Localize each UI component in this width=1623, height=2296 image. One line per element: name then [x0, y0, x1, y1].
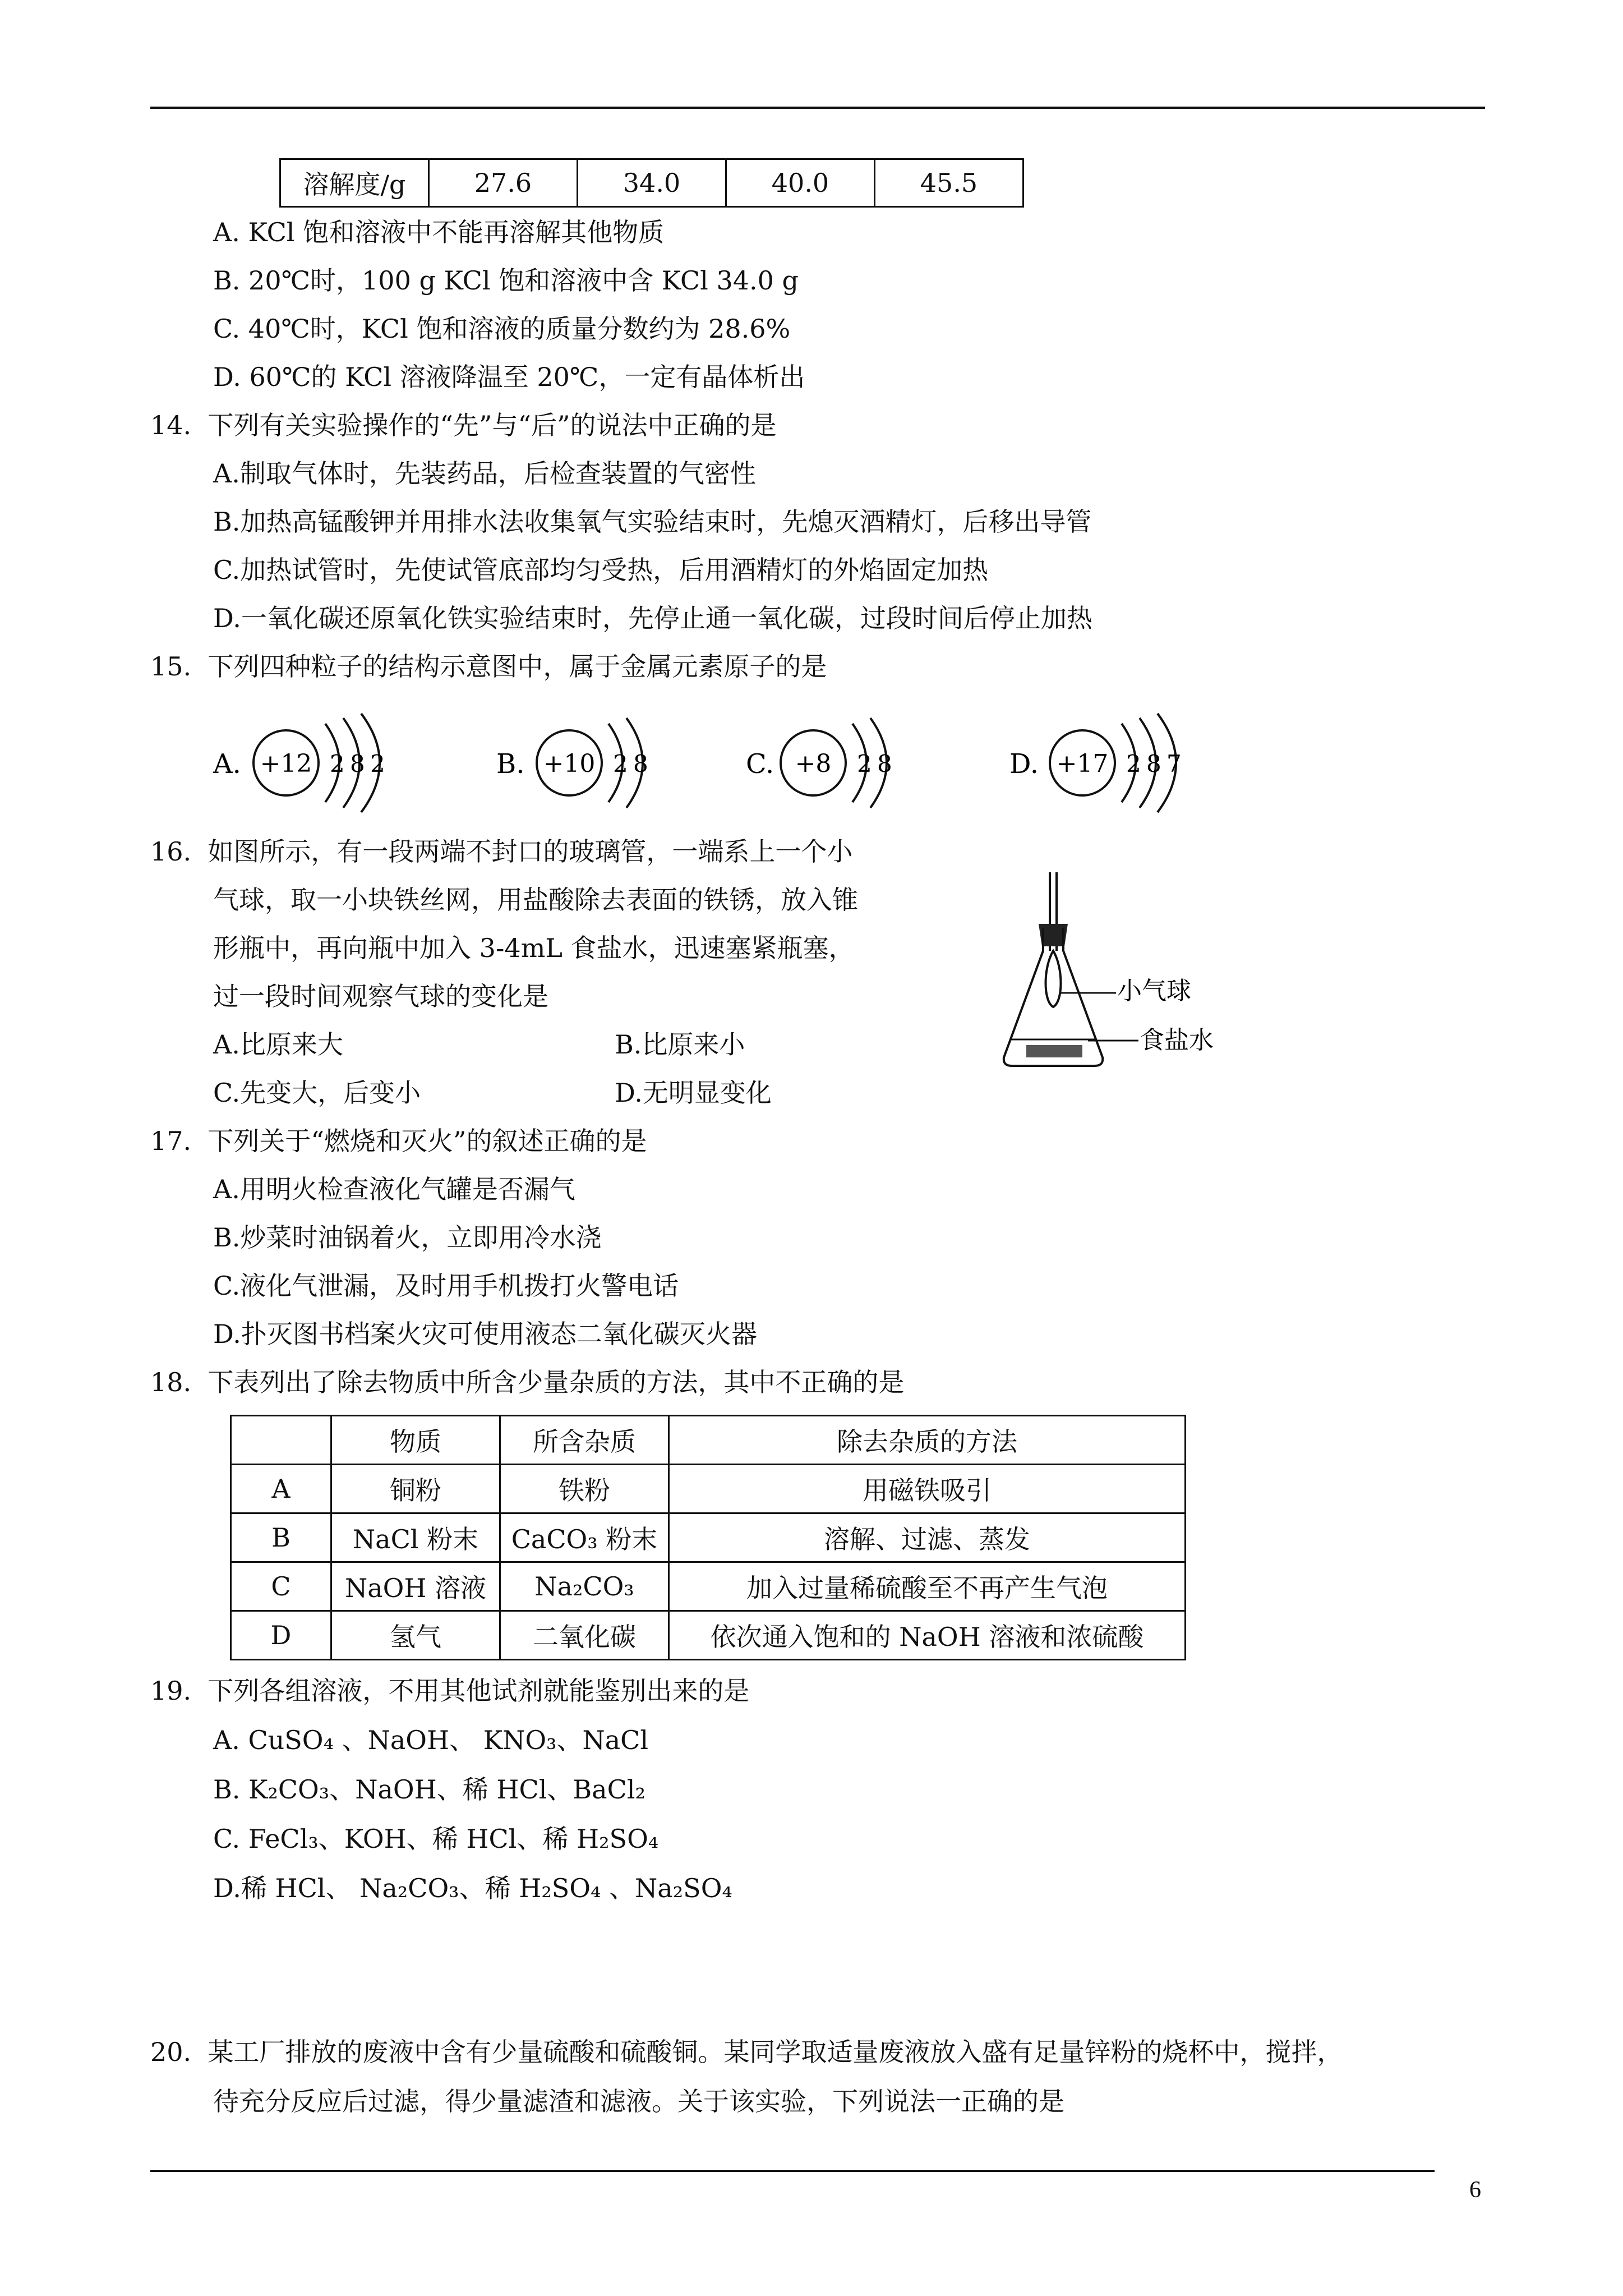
q16-stem-line: 过一段时间观察气球的变化是 [213, 981, 548, 1011]
table-cell: 氢气 [331, 1611, 500, 1660]
atom-option-label: C. [746, 748, 774, 780]
table-cell: 加入过量稀硫酸至不再产生气泡 [669, 1562, 1186, 1611]
question-text: 某工厂排放的废液中含有少量硫酸和硫酸铜。某同学取适量废液放入盛有足量锌粉的烧杯中，搅拌， [208, 2037, 1343, 2067]
q13-option-a: A. KCl 饱和溶液中不能再溶解其他物质 [213, 217, 665, 247]
footer-rule [150, 2170, 1435, 2172]
q16-stem-line: 气球，取一小块铁丝网，用盐酸除去表面的铁锈，放入锥 [213, 885, 858, 915]
question-number: 15. [150, 651, 192, 682]
table-header-row [231, 1416, 1186, 1465]
question-number: 18. [150, 1367, 192, 1397]
solubility-cell: 34.0 [578, 159, 726, 207]
table-cell: NaOH 溶液 [331, 1562, 500, 1611]
q20-stem [150, 2035, 1343, 2069]
impurity-removal-table [230, 1415, 1186, 1660]
table-cell: 用磁铁吸引 [669, 1465, 1186, 1513]
table-cell: 铁粉 [500, 1465, 669, 1513]
table-cell: A [231, 1465, 331, 1513]
shell-electrons: 2 [370, 750, 385, 777]
question-text: 如图所示，有一段两端不封口的玻璃管，一端系上一个小 [208, 836, 853, 867]
table-cell: 二氧化碳 [500, 1611, 669, 1660]
question-text: 下表列出了除去物质中所含少量杂质的方法，其中不正确的是 [208, 1367, 905, 1397]
atom-diagram-a [213, 707, 449, 813]
q17-option-a: A.用明火检查液化气罐是否漏气 [213, 1174, 575, 1204]
table-header-cell: 除去杂质的方法 [669, 1416, 1186, 1465]
flask-apparatus-figure [998, 872, 1267, 1097]
page-number: 6 [1469, 2177, 1481, 2203]
header-rule [150, 107, 1485, 109]
table-header-cell: 所含杂质 [500, 1416, 669, 1465]
table-cell: B [231, 1513, 331, 1562]
q19-option-a: A. CuSO₄ 、NaOH、 KNO₃、NaCl [213, 1725, 649, 1755]
shell-electrons: 2 [613, 750, 628, 777]
q14-option-c: C.加热试管时，先使试管底部均匀受热，后用酒精灯的外焰固定加热 [213, 555, 989, 585]
table-row [231, 1465, 1186, 1513]
q17-option-c: C.液化气泄漏，及时用手机拨打火警电话 [213, 1271, 679, 1301]
q13-option-d: D. 60℃的 KCl 溶液降温至 20℃，一定有晶体析出 [213, 362, 805, 392]
q15-stem [150, 650, 827, 683]
question-number: 17. [150, 1126, 192, 1156]
q19-stem [150, 1674, 749, 1708]
question-number: 14. [150, 410, 192, 440]
q18-stem [150, 1365, 904, 1399]
q16-stem [150, 835, 852, 868]
nucleus-charge: +10 [543, 749, 596, 778]
question-text: 下列关于“燃烧和灭火”的叙述正确的是 [208, 1126, 647, 1156]
q16-option-b: B.比原来小 [615, 1029, 745, 1060]
shell-electrons: 2 [857, 750, 872, 777]
nucleus-charge: +8 [795, 749, 832, 778]
question-text: 下列各组溶液，不用其他试剂就能鉴别出来的是 [208, 1676, 750, 1706]
shell-electrons: 8 [877, 750, 892, 777]
q17-option-b: B.炒菜时油锅着火，立即用冷水浇 [213, 1222, 602, 1253]
solubility-cell: 45.5 [875, 159, 1023, 207]
q16-option-a: A.比原来大 [213, 1029, 343, 1060]
atom-option-label: B. [496, 748, 525, 780]
table-row [231, 1513, 1186, 1562]
q19-option-c: C. FeCl₃、KOH、稀 HCl、稀 H₂SO₄ [213, 1824, 659, 1854]
shell-electrons: 8 [633, 750, 648, 777]
shell-electrons: 8 [350, 750, 365, 777]
q14-option-a: A.制取气体时，先装药品，后检查装置的气密性 [213, 458, 756, 489]
table-row [231, 1562, 1186, 1611]
table-cell: NaCl 粉末 [331, 1513, 500, 1562]
question-text: 下列四种粒子的结构示意图中，属于金属元素原子的是 [208, 651, 827, 682]
table-row [231, 1611, 1186, 1660]
table-cell: 铜粉 [331, 1465, 500, 1513]
table-header-cell: 物质 [331, 1416, 500, 1465]
q14-stem [150, 408, 776, 442]
nucleus-charge: +17 [1056, 749, 1109, 778]
q19-option-d: D.稀 HCl、 Na₂CO₃、稀 H₂SO₄ 、Na₂SO₄ [213, 1873, 732, 1903]
q14-option-d: D.一氧化碳还原氧化铁实验结束时，先停止通一氧化碳，过段时间后停止加热 [213, 603, 1092, 633]
q13-option-b: B. 20℃时，100 g KCl 饱和溶液中含 KCl 34.0 g [213, 265, 799, 296]
nucleus-charge: +12 [260, 749, 312, 778]
solubility-header-cell: 溶解度/g [280, 159, 429, 207]
q14-option-b: B.加热高锰酸钾并用排水法收集氧气实验结束时，先熄灭酒精灯，后移出导管 [213, 507, 1092, 537]
table-cell: D [231, 1611, 331, 1660]
label-salt-water: 食盐水 [1140, 1026, 1214, 1055]
atom-option-label: D. [1009, 748, 1039, 780]
shell-electrons: 8 [1146, 750, 1161, 777]
table-cell: C [231, 1562, 331, 1611]
shell-electrons: 2 [1126, 750, 1141, 777]
question-number: 20. [150, 2037, 192, 2067]
atom-diagram-b [496, 707, 732, 813]
table-cell: CaCO₃ 粉末 [500, 1513, 669, 1562]
table-cell: 依次通入饱和的 NaOH 溶液和浓硫酸 [669, 1611, 1186, 1660]
q13-option-c: C. 40℃时，KCl 饱和溶液的质量分数约为 28.6% [213, 314, 791, 344]
table-header-cell [231, 1416, 331, 1465]
question-number: 16. [150, 836, 192, 867]
solubility-cell: 27.6 [429, 159, 578, 207]
q16-option-c: C.先变大，后变小 [213, 1078, 421, 1108]
q19-option-b: B. K₂CO₃、NaOH、稀 HCl、BaCl₂ [213, 1774, 645, 1805]
q17-stem [150, 1124, 647, 1158]
table-cell: Na₂CO₃ [500, 1562, 669, 1611]
table-row [280, 159, 1023, 207]
shell-electrons: 7 [1166, 750, 1182, 777]
q20-stem-line: 待充分反应后过滤，得少量滤渣和滤液。关于该实验，下列说法一正确的是 [213, 2086, 1064, 2116]
solubility-cell: 40.0 [726, 159, 875, 207]
q16-stem-line: 形瓶中，再向瓶中加入 3-4mL 食盐水，迅速塞紧瓶塞， [213, 933, 855, 963]
atom-diagram-c [746, 707, 981, 813]
question-number: 19. [150, 1676, 192, 1706]
question-text: 下列有关实验操作的“先”与“后”的说法中正确的是 [208, 410, 777, 440]
atom-diagram-d [1009, 707, 1245, 813]
q17-option-d: D.扑灭图书档案火灾可使用液态二氧化碳灭火器 [213, 1319, 757, 1349]
table-cell: 溶解、过滤、蒸发 [669, 1513, 1186, 1562]
shell-electrons: 2 [330, 750, 345, 777]
solubility-table [279, 158, 1024, 208]
q16-option-d: D.无明显变化 [615, 1078, 772, 1108]
label-balloon: 小气球 [1117, 977, 1191, 1005]
atom-option-label: A. [213, 748, 241, 780]
